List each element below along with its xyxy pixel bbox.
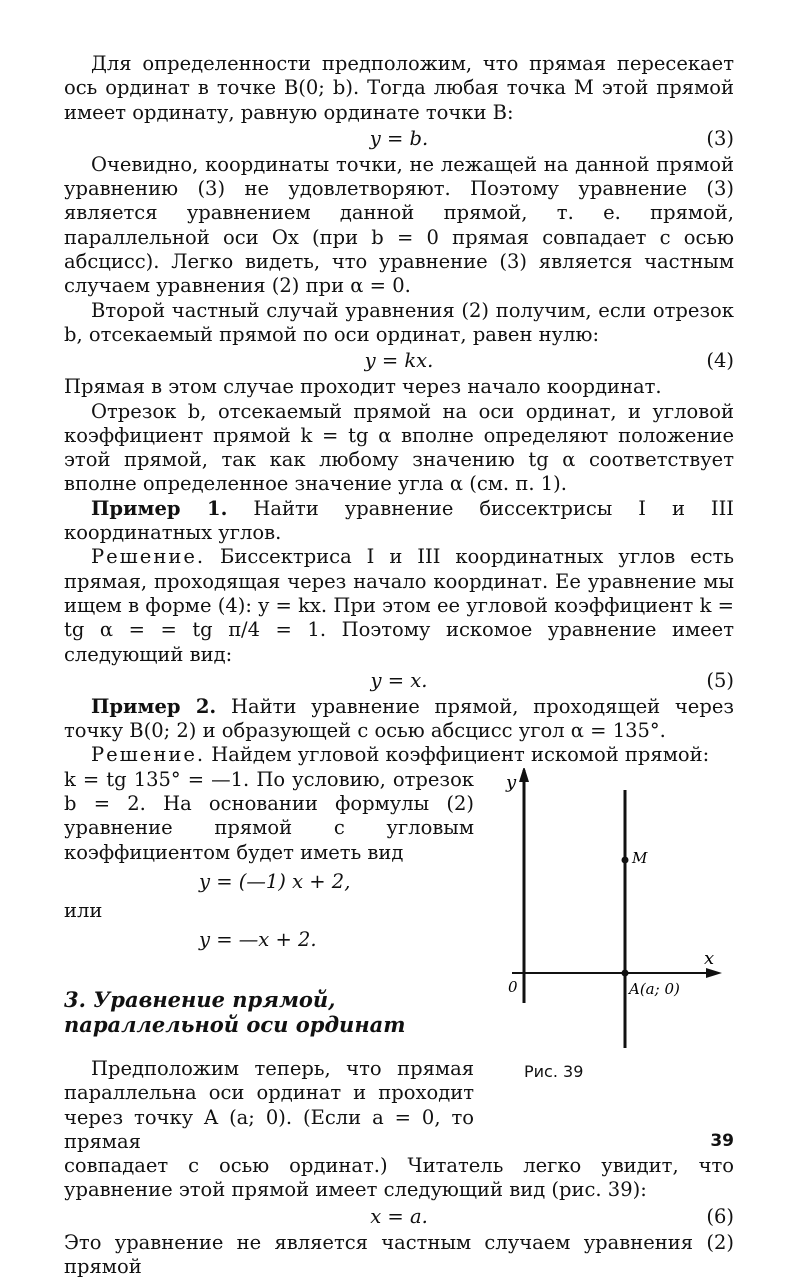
paragraph: Для определенности предположим, что прямая пересекает ось ординат в точке B(0; b). Тогда любая точка M этой прямой имеет ординату, равную ординате точки B: — [64, 52, 734, 124]
paragraph: Это уравнение не является частным случаем уравнения (2) прямой — [64, 1230, 734, 1278]
equation-number: (6) — [706, 1204, 734, 1228]
equation-text: y = kx. — [364, 349, 434, 373]
point-m-label: M — [632, 848, 648, 867]
or-word: или — [64, 898, 103, 922]
paragraph: совпадает с осью ординат.) Читатель легко увидит, что уравнение этой прямой имеет следующий вид (рис. 39): — [64, 1154, 734, 1202]
equation-text: y = x. — [370, 668, 428, 692]
figure-svg — [504, 768, 734, 1058]
section-title: 3. Уравнение прямой, параллельной оси ординат — [64, 986, 406, 1037]
equation-text: x = a. — [370, 1204, 428, 1228]
figure-caption: Рис. 39 — [524, 1061, 584, 1081]
solution-label: Решение. — [91, 743, 206, 767]
paragraph: Второй частный случай уравнения (2) получим, если отрезок b, отсекаемый прямой по оси ординат, равен нулю: — [64, 298, 734, 346]
equation-a: y = (—1) x + 2, — [199, 869, 351, 893]
equation-b: y = —x + 2. — [199, 927, 317, 951]
paragraph: k = tg 135° = —1. По условию, отрезок b = 2. На основании формулы (2) уравнение прямой с угловым коэффициентом будет иметь вид — [64, 767, 474, 864]
equation-number: (4) — [706, 349, 734, 373]
point-a-label: A(a; 0) — [629, 979, 680, 998]
equation-4 — [64, 347, 734, 375]
figure-block — [64, 768, 734, 1154]
solution-1 — [64, 545, 734, 666]
equation-6 — [64, 1203, 734, 1231]
example-2 — [64, 695, 734, 744]
left-column — [64, 768, 474, 1154]
example-1 — [64, 497, 734, 546]
y-axis-arrow — [519, 768, 529, 782]
paragraph: Прямая в этом случае проходит через начало координат. — [64, 375, 662, 399]
example-text: Найти уравнение биссектрисы I и III координатных углов. — [64, 496, 735, 545]
solution-text: Найдем угловой коэффициент искомой прямой: — [205, 743, 710, 767]
page-number: 39 — [710, 1131, 734, 1151]
point-a — [622, 969, 629, 976]
equation-number: (3) — [706, 126, 734, 150]
page-content — [64, 52, 734, 1279]
equation-3 — [64, 125, 734, 153]
equation-number: (5) — [706, 668, 734, 692]
paragraph: Очевидно, координаты точки, не лежащей на данной прямой уравнению (3) не удовлетворяют. Поэтому уравнение (3) является уравнением данной прямой, т. е. прямой, параллельной оси Ox (при b = 0 прямая совпадает с осью абсцисс). Легко видеть, что уравнение (3) является частным случаем уравнения (2) при α = 0. — [64, 152, 734, 298]
y-axis-label: y — [506, 771, 517, 793]
x-axis-arrow — [706, 968, 722, 978]
origin-label: 0 — [508, 977, 518, 996]
example-label: Пример 1. — [91, 496, 228, 520]
solution-label: Решение. — [91, 545, 206, 569]
x-axis-label: x — [704, 947, 715, 969]
solution-2 — [64, 743, 734, 767]
example-label: Пример 2. — [91, 694, 217, 718]
point-m — [622, 856, 629, 863]
figure-39 — [504, 768, 734, 1078]
example-text: Найти уравнение прямой, проходящей через точку B(0; 2) и образующей с осью абсцисс угол α = 135°. — [64, 694, 734, 743]
equation-text: y = b. — [369, 126, 429, 150]
solution-text: Биссектриса I и III координатных углов есть прямая, проходящая через начало координат. Ее уравнение мы ищем в форме (4): y = kx. При этом ее угловой коэффициент k = tg α = = tg π/4 = 1. Поэтому искомое уравнение имеет следующий вид: — [64, 545, 734, 666]
paragraph: Отрезок b, отсекаемый прямой на оси ординат, и угловой коэффициент прямой k = tg α вполне определяют положение этой прямой, так как любому значению tg α соответствует вполне определенное значение угла α (см. п. 1). — [64, 399, 734, 496]
paragraph: Предположим теперь, что прямая параллельна оси ординат и проходит через точку A (a; 0). (Если a = 0, то прямая — [64, 1056, 474, 1153]
equation-5 — [64, 667, 734, 695]
